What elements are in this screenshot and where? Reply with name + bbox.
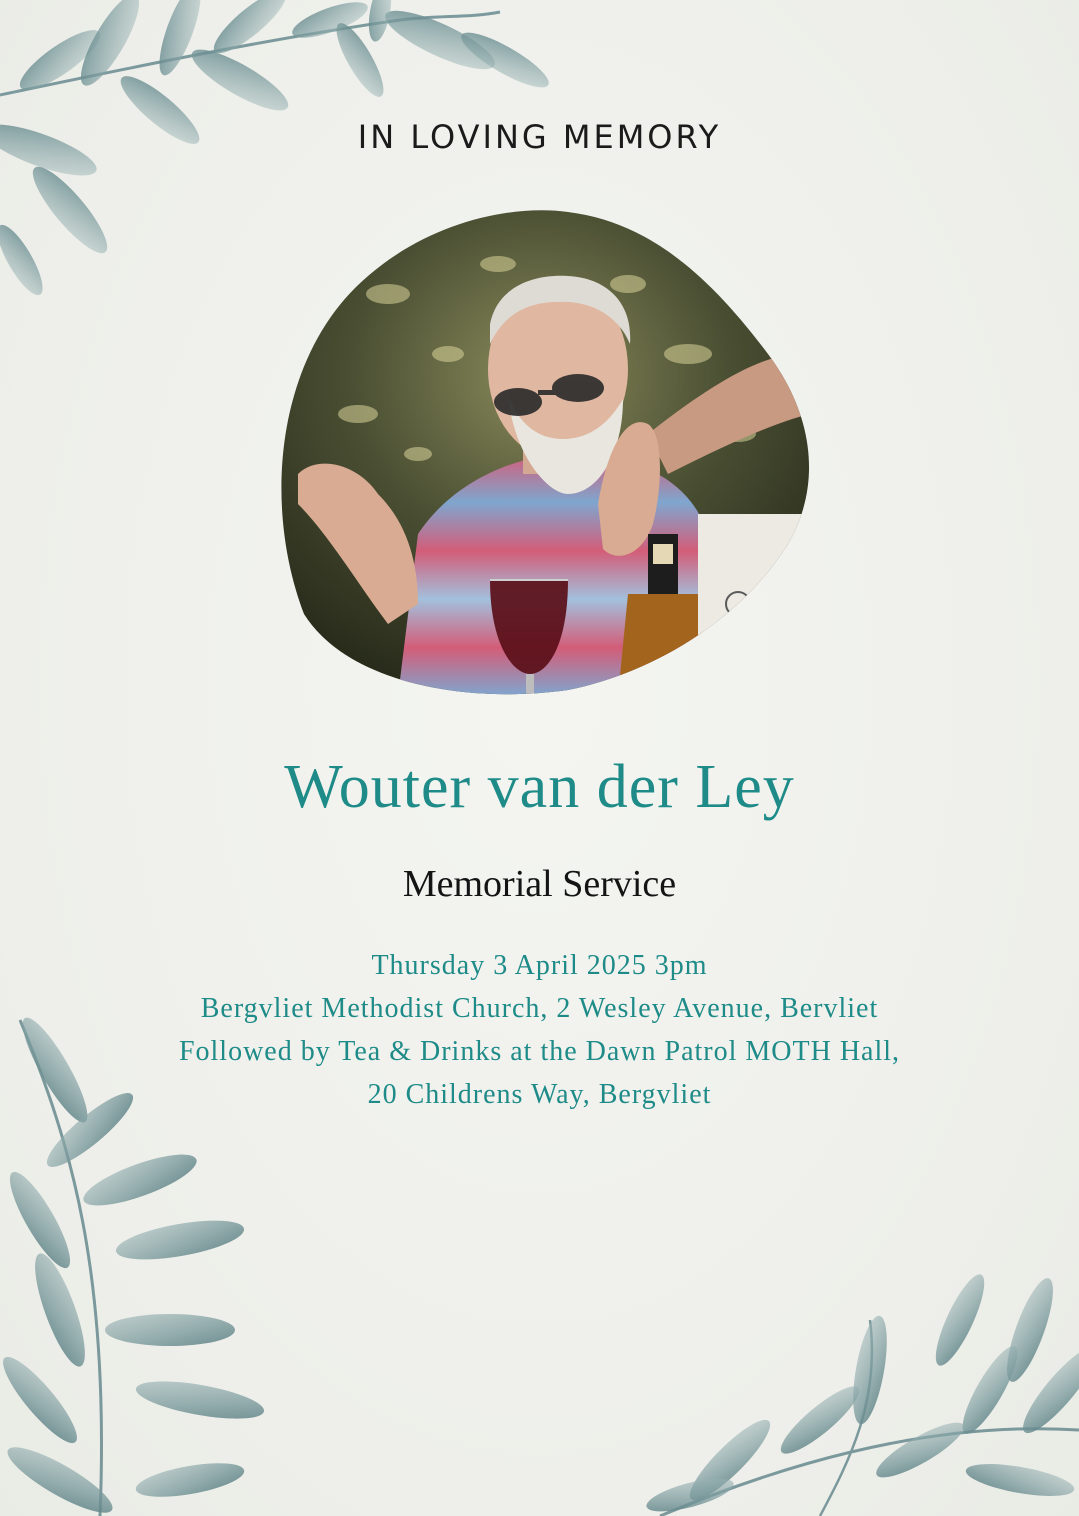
deceased-name: Wouter van der Ley xyxy=(284,753,795,821)
service-title: Memorial Service xyxy=(402,863,677,905)
portrait-photo xyxy=(268,204,810,696)
service-details xyxy=(0,944,1079,1116)
reception-info: Followed by Tea & Drinks at the Dawn Patrol MOTH Hall, xyxy=(178,1036,901,1067)
heading-in-loving-memory: IN LOVING MEMORY xyxy=(357,118,722,156)
service-venue: Bergvliet Methodist Church, 2 Wesley Avenue, Bervliet xyxy=(200,993,879,1024)
service-date-time: Thursday 3 April 2025 3pm xyxy=(371,950,708,981)
leaves-bottom-right-icon xyxy=(620,1280,1079,1516)
reception-address: 20 Childrens Way, Bergvliet xyxy=(367,1079,712,1110)
